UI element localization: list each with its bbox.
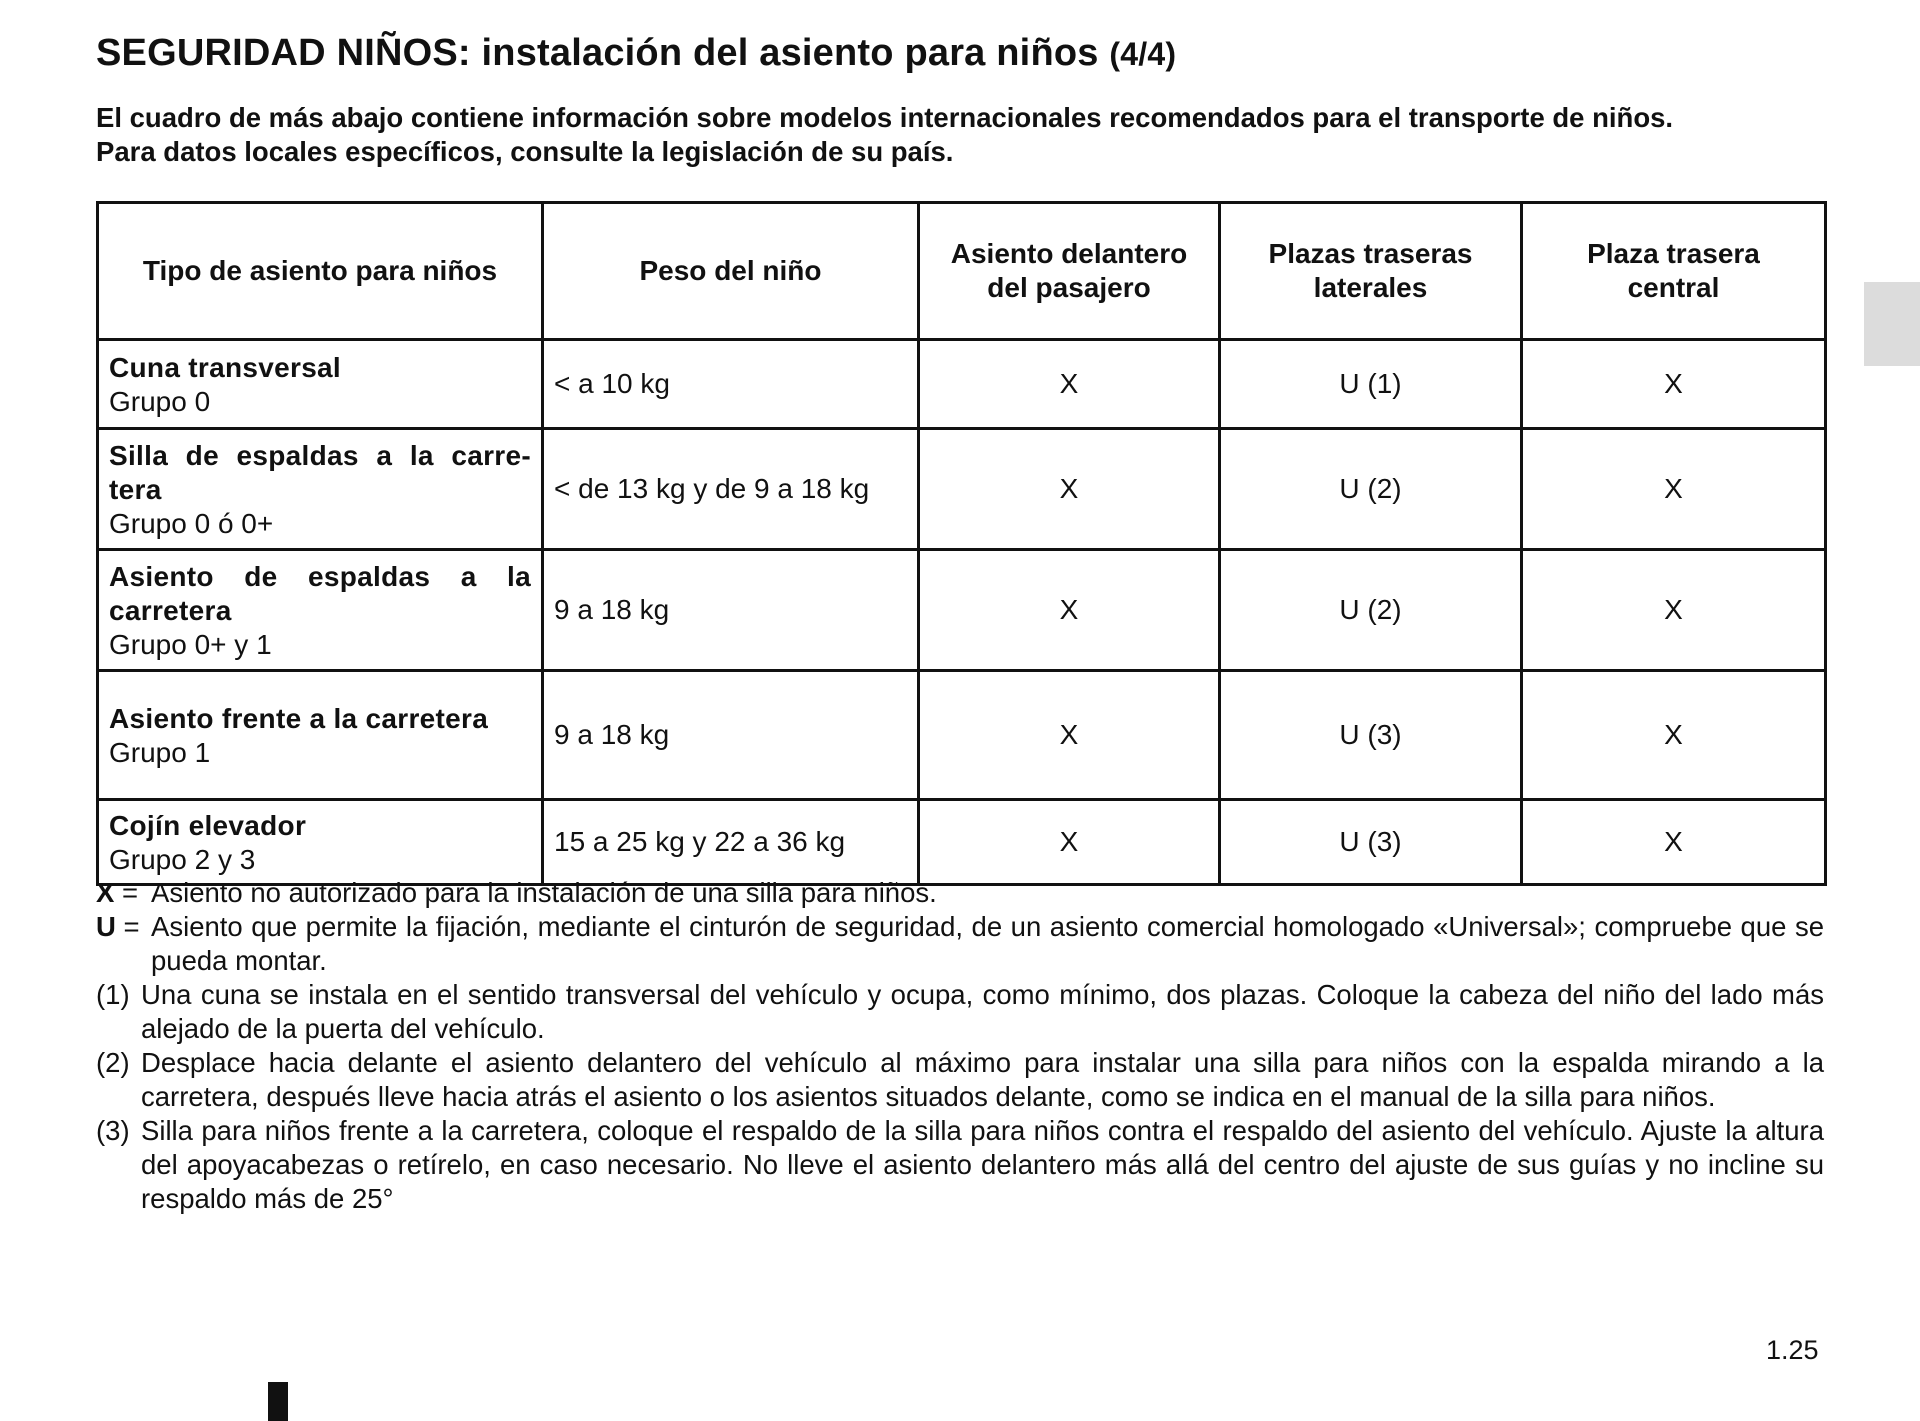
footnote-text: Silla para niños frente a la carretera, coloque el respaldo de la silla para niños contra el respaldo del asiento del vehículo. Ajuste la altura del apoyacabezas o retírelo, en caso necesario. No lleve el asiento delantero más allá del centro del ajuste de sus guías y no incline su respaldo más de 25° [141,1115,1824,1214]
seat-type-group: Grupo 0 ó 0+ [109,508,274,539]
seat-type-cell [98,671,543,800]
rear-side-cell: U (1) [1220,340,1522,429]
weight-cell: 9 a 18 kg [543,671,919,800]
footnote-3 [96,1114,1824,1216]
table-row [98,800,1826,885]
header-seat-type: Tipo de asiento para niños [98,203,543,340]
weight-cell: 15 a 25 kg y 22 a 36 kg [543,800,919,885]
legend-text: Asiento que permite la fijación, mediante el cinturón de seguridad, de un asiento comercial homologado «Universal»; compruebe que se pueda montar. [151,911,1824,976]
weight-cell: < de 13 kg y de 9 a 18 kg [543,429,919,550]
table-row [98,550,1826,671]
rear-center-cell: X [1522,800,1826,885]
chapter-tab [1864,282,1920,366]
header-rear-side-seats: Plazas traseras laterales [1220,203,1522,340]
seat-type-cell [98,340,543,429]
child-seat-table [96,201,1827,886]
seat-type-group: Grupo 2 y 3 [109,844,256,875]
seat-type-name: Asiento de espaldas a la carretera [109,561,531,626]
seat-type-name: Silla de espaldas a la carre-tera [109,440,531,505]
intro-paragraph [96,101,1826,169]
rear-side-cell: U (2) [1220,550,1522,671]
rear-center-cell: X [1522,550,1826,671]
front-seat-cell: X [919,340,1220,429]
legend-separator: = [121,877,139,908]
header-child-weight: Peso del niño [543,203,919,340]
legend-key: U [96,911,116,942]
intro-line-2: Para datos locales específicos, consulte la legislación de su país. [96,136,954,167]
rear-side-cell: U (3) [1220,800,1522,885]
footnote-key: (3) [96,1115,130,1146]
legend-separator: = [123,911,140,942]
footnote-key: (2) [96,1047,130,1078]
footnote-text: Una cuna se instala en el sentido transversal del vehículo y ocupa, como mínimo, dos plazas. Coloque la cabeza del niño del lado más alejado de la puerta del vehículo. [141,979,1824,1044]
header-front-passenger-seat: Asiento delantero del pasajero [919,203,1220,340]
seat-type-cell [98,800,543,885]
table-row [98,671,1826,800]
seat-type-cell [98,550,543,671]
footnote-1 [96,978,1824,1046]
seat-type-name: Asiento frente a la carretera [109,703,489,734]
seat-type-name: Cojín elevador [109,810,307,841]
weight-cell: 9 a 18 kg [543,550,919,671]
rear-center-cell: X [1522,429,1826,550]
seat-type-group: Grupo 0 [109,386,211,417]
seat-type-group: Grupo 1 [109,737,211,768]
footnote-key: (1) [96,979,130,1010]
seat-type-group: Grupo 0+ y 1 [109,629,272,660]
print-mark [268,1382,288,1421]
footnote-2 [96,1046,1824,1114]
header-rear-center-seat: Plaza trasera central [1522,203,1826,340]
rear-side-cell: U (3) [1220,671,1522,800]
front-seat-cell: X [919,800,1220,885]
intro-line-1: El cuadro de más abajo contiene información sobre modelos internacionales recomendados para el transporte de niños. [96,102,1674,133]
seat-type-cell [98,429,543,550]
front-seat-cell: X [919,671,1220,800]
page-title-part-indicator: (4/4) [1109,36,1177,72]
rear-center-cell: X [1522,671,1826,800]
footnote-text: Desplace hacia delante el asiento delantero del vehículo al máximo para instalar una silla para niños con la espalda mirando a la carretera, después lleve hacia atrás el asiento o los asientos situados delante, como se indica en el manual de la silla para niños. [141,1047,1824,1112]
table-row [98,429,1826,550]
page-number: 1.25 [1766,1335,1819,1365]
rear-center-cell: X [1522,340,1826,429]
table-header-row [98,203,1826,340]
table-row [98,340,1826,429]
seat-type-name: Cuna transversal [109,352,342,383]
legend-key: X [96,877,115,908]
legend-item-x [96,876,1824,910]
weight-cell: < a 10 kg [543,340,919,429]
front-seat-cell: X [919,429,1220,550]
legend-item-u [96,910,1824,978]
front-seat-cell: X [919,550,1220,671]
rear-side-cell: U (2) [1220,429,1522,550]
page-title-main: SEGURIDAD NIÑOS: instalación del asiento para niños [96,32,1099,74]
legend [96,876,1824,1216]
page-title [96,32,1176,75]
legend-text: Asiento no autorizado para la instalación de una silla para niños. [151,877,937,908]
